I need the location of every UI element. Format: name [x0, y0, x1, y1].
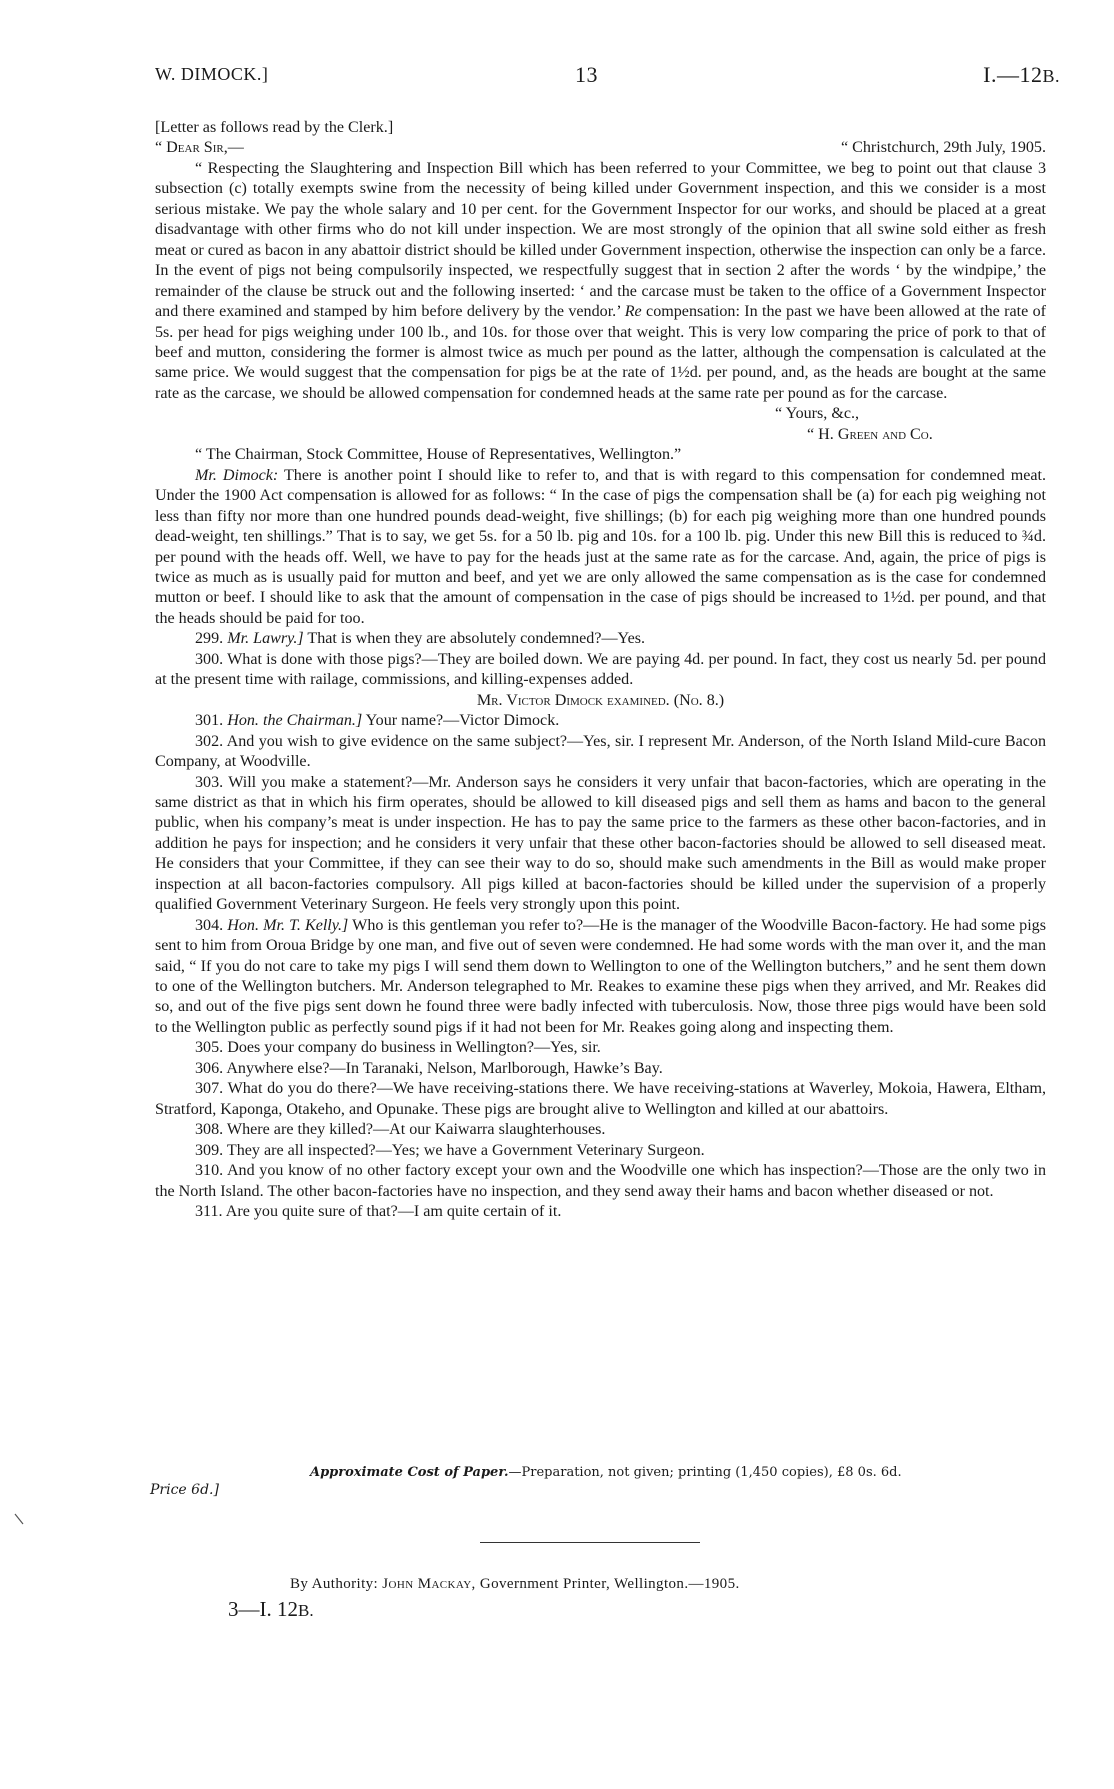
question-text: Does your company do business in Wellington?—Yes, sir.	[227, 1039, 601, 1057]
signature-mark-series: B.	[298, 1601, 314, 1620]
scan-mark-icon	[14, 1512, 26, 1526]
question-number: 310.	[195, 1162, 224, 1180]
paper-reference	[983, 62, 1060, 88]
question-text: What is done with those pigs?—They are boiled down. We are paying 4d. per pound. In fact, they cost us nearly 5d. per pound at the present time with railage, commissions, and killing-expenses added.	[155, 650, 1047, 689]
letter-re-word: Re	[624, 303, 642, 321]
question-number: 306.	[195, 1059, 224, 1077]
imprint-suffix: Government Printer, Wellington.—1905.	[479, 1576, 740, 1592]
question-text: And you know of no other factory except your own and the Woodville one which has inspection?—Those are the only two in the North Island. The other bacon-factories have no inspection, and they send away their hams and bacon whether diseased or not.	[155, 1162, 1047, 1200]
question-text: And you wish to give evidence on the same subject?—Yes, sir. I represent Mr. Anderson, of the North Island Mild-cure Bacon Company, at Woodville.	[155, 732, 1046, 771]
printer-signature-mark	[228, 1597, 314, 1622]
questioner: Hon. Mr. T. Kelly.]	[227, 916, 349, 934]
letter-place-date: “ Christchurch, 29th July, 1905.	[840, 139, 1046, 157]
question-306	[155, 1059, 1046, 1079]
letter-opening-row	[155, 138, 1046, 158]
letter-closing: “ Yours, &c.,	[775, 405, 860, 423]
question-308	[155, 1120, 1046, 1140]
question-305	[155, 1038, 1046, 1058]
question-299	[155, 629, 1046, 649]
question-309	[155, 1141, 1046, 1161]
printer-imprint	[290, 1576, 740, 1593]
letter-intro: [Letter as follows read by the Clerk.]	[155, 119, 394, 136]
question-310	[155, 1161, 1046, 1202]
question-number: 303.	[195, 773, 224, 791]
statement-text: There is another point I should like to refer to, and that is with regard to this compensation for condemned meat. Under the 1900 Act compensation is allowed for as follows: “ In the case of pigs the compensation shall be (a) for each pig weighing not less than fifty nor more than one hundred pounds dead-weight, five shillings; (b) for each pig weighing more than one hundred pounds dead-weight, ten shillings.” That is to say, we get 5s. for a 50 lb. pig and 10s. for a 100 lb. pig. Under this new Bill this is reduced to ¾d. per pound with the heads off. Well, we have to pay for the heads just at the same rate as for the carcase. And, again, the price of pigs is twice as much as is usually paid for mutton and beef, and yet we are only allowed the same compensation as is the case for condemned mutton or beef. I should like to ask that the amount of compensation in the case of pigs should be increased to 1½d. per pound, and that the heads should be paid for too.	[155, 466, 1047, 627]
question-300	[155, 650, 1046, 691]
question-number: 299.	[195, 630, 224, 648]
question-303	[155, 773, 1046, 916]
letter-body-part1: “ Respecting the Slaughtering and Inspection Bill which has been referred to your Committee, we beg to point out that clause 3 subsection (c) totally exempts swine from the necessity of being killed under Government inspection, and this we consider is a most serious mistake. We pay the whole salary and 10 per cent. for the Government Inspector for our works, and should be placed at a great disadvantage with other firms who do not kill under inspection. We are most strongly of the opinion that all swine sold either as fresh meat or cured as bacon in any abattoir district should be killed under Government inspection, otherwise the inspection can only be a farce. In the event of pigs not being compulsorily inspected, we respectfully suggest that in section 2 after the words ‘ by the windpipe,’ the remainder of the clause be struck out and the following inserted: ‘ and the carcase must be taken to the office of a Government Inspector and there examined and stamped by him before delivery by the vendor.’	[155, 159, 1046, 321]
question-307	[155, 1079, 1046, 1120]
question-304	[155, 916, 1046, 1039]
paper-reference-series: B.	[1042, 66, 1060, 86]
imprint-prefix: By Authority:	[290, 1576, 379, 1592]
questioner: Mr. Lawry.]	[227, 630, 304, 648]
cost-text: —Preparation, not given; printing (1,450 copies), £8 0s. 6d.	[508, 1465, 902, 1480]
question-text: Will you make a statement?—Mr. Anderson says he considers it very unfair that bacon-factories, which are operating in the same district as that in which his firm operates, should be allowed to kill diseased pigs and sell them as hams and bacon to the general public, when his company’s meat is under inspection. He has to pay the same price to the farmers as these other bacon-factories, and in addition he pays for inspection; and he considers it very unfair that these other bacon-factories should be allowed to sell diseased meat. He considers that your Committee, if they can see their way to do so, should make such amendments in the Bill as would make proper inspection at all bacon-factories compulsory. All pigs killed at bacon-factories should be killed under the supervision of a properly qualified Government Veterinary Surgeon. He feels very strongly upon this point.	[155, 773, 1046, 914]
question-number: 300.	[195, 650, 224, 668]
question-text: Are you quite sure of that?—I am quite certain of it.	[225, 1203, 562, 1221]
question-text: Anywhere else?—In Taranaki, Nelson, Marlborough, Hawke’s Bay.	[226, 1059, 663, 1077]
document-body	[155, 118, 1046, 1222]
question-number: 301.	[195, 712, 224, 730]
question-text: Where are they killed?—At our Kaiwarra slaughterhouses.	[226, 1121, 606, 1139]
question-301	[155, 711, 1046, 731]
dimock-statement	[155, 466, 1046, 630]
question-text: Who is this gentleman you refer to?—He is the manager of the Woodville Bacon-factory. He had some pigs sent to him from Oroua Bridge by one man, and five out of seven were condemned. He had some words with the man over it, and the man said, “ If you do not care to take my pigs I will send them down to Wellington to one of the Wellington butchers,” and he sent them down to one of the Wellington butchers. Mr. Anderson telegraphed to Mr. Reakes to examine these pigs when they arrived, and Mr. Reakes did so, and out of the five pigs sent down he found three were badly infected with tuberculosis. Now, those three pigs would have been sold to the Wellington public as perfectly sound pigs if it had not been for Mr. Reakes going along and inspecting them.	[155, 916, 1046, 1036]
cost-label: Approximate Cost of Paper.	[310, 1465, 509, 1480]
question-number: 308.	[195, 1121, 224, 1139]
question-text: What do you do there?—We have receiving-stations there. We have receiving-stations at Waverley, Mokoia, Hawera, Eltham, Stratford, Kaponga, Otakeho, and Opunake. These pigs are brought alive to Wellington and killed at our abattoirs.	[155, 1080, 1047, 1118]
letter-signatory: “ H. Green and Co.	[807, 425, 933, 443]
running-header-left: W. DIMOCK.]	[155, 64, 269, 84]
footer-divider	[480, 1542, 700, 1543]
statement-speaker: Mr. Dimock:	[195, 466, 279, 484]
letter-addressee: “ The Chairman, Stock Committee, House of Representatives, Wellington.”	[195, 446, 682, 464]
question-311	[155, 1202, 1046, 1222]
letter-salutation: “ Dear Sir,—	[155, 139, 244, 157]
printer-name: John Mackay,	[382, 1576, 476, 1592]
letter-body	[155, 159, 1046, 404]
question-text: Your name?—Victor Dimock.	[362, 712, 560, 730]
question-number: 305.	[195, 1039, 224, 1057]
cost-of-paper	[310, 1465, 1010, 1480]
questioner: Hon. the Chairman.]	[227, 712, 363, 730]
question-302	[155, 732, 1046, 773]
paper-reference-main: I.—12	[983, 62, 1043, 87]
letter-body-part2: compensation: In the past we have been allowed at the rate of 5s. per head for pigs weighing under 100 lb., and 10s. for those over that weight. This is very low comparing the price of pork to that of beef and mutton, considering the former is almost twice as much per pound as the latter, although the compensation is calculated at the same price. We would suggest that the compensation for pigs be at the rate of 1½d. per pound, and, as the heads are bought at the same rate as the carcase, we should be allowed compensation for condemned heads at the same rate per pound as for the carcase.	[155, 303, 1046, 402]
price-note: Price 6d.]	[150, 1482, 219, 1498]
witness-heading: Mr. Victor Dimock examined. (No. 8.)	[476, 691, 725, 709]
question-number: 307.	[195, 1080, 224, 1098]
question-number: 311.	[195, 1203, 223, 1221]
question-number: 304.	[195, 916, 224, 934]
question-number: 309.	[195, 1141, 224, 1159]
question-text: That is when they are absolutely condemned?—Yes.	[303, 630, 645, 648]
page-number: 13	[575, 62, 598, 87]
question-text: They are all inspected?—Yes; we have a Government Veterinary Surgeon.	[226, 1141, 705, 1159]
question-number: 302.	[195, 732, 224, 750]
signature-mark-main: 3—I. 12	[228, 1597, 298, 1621]
